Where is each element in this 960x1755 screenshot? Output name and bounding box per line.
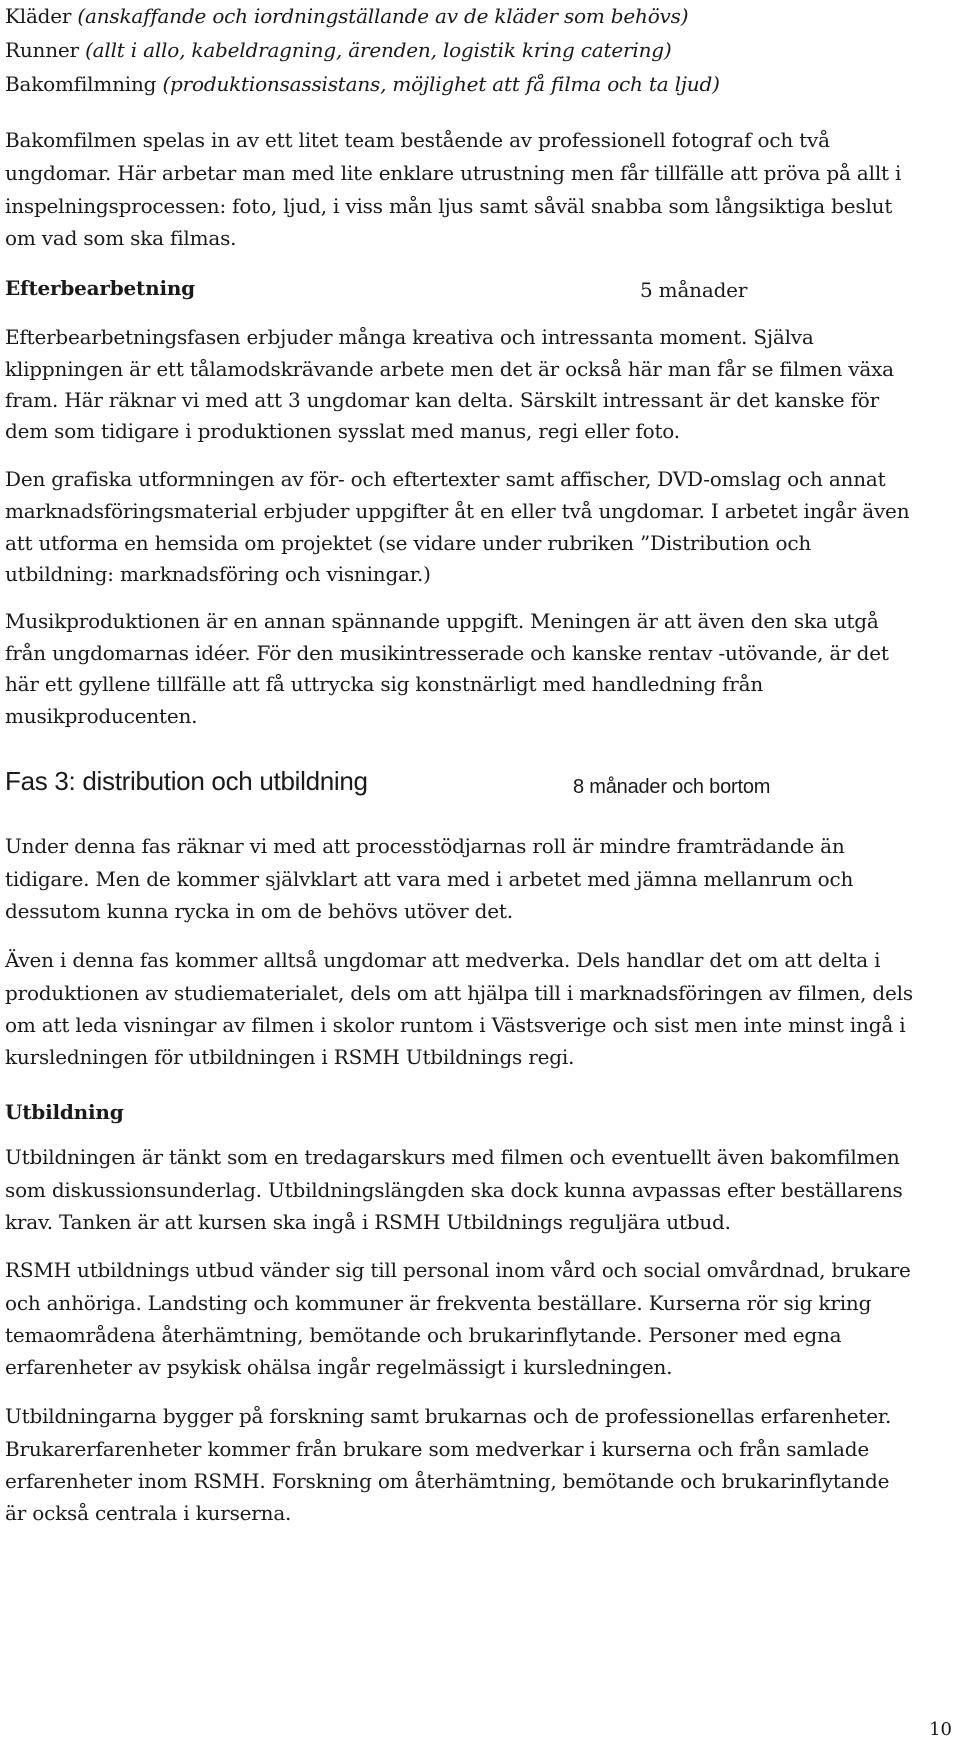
utbildning-p2-line: och anhöriga. Landsting och kommuner är frekventa beställare. Kurserna rör sig kring <box>5 1291 872 1315</box>
efterbearbetning-p1-line: dem som tidigare i produktionen sysslat med manus, regi eller foto. <box>5 419 680 443</box>
efterbearbetning-heading: Efterbearbetning <box>5 276 195 300</box>
efterbearbetning-duration: 5 månader <box>640 278 748 302</box>
efterbearbetning-p2-line: att utforma en hemsida om projektet (se vidare under rubriken ”Distribution och <box>5 531 811 555</box>
fas3-p2-line: om att leda visningar av filmen i skolor runtom i Västsverige och sist men inte minst ingå i <box>5 1013 906 1037</box>
efterbearbetning-p2-line: marknadsföringsmaterial erbjuder uppgifter åt en eller två ungdomar. I arbetet ingår även <box>5 499 910 523</box>
utbildning-p2-line: erfarenheter av psykisk ohälsa ingår regelmässigt i kursledningen. <box>5 1355 673 1379</box>
fas3-p1-line: dessutom kunna rycka in om de behövs utöver det. <box>5 899 513 923</box>
efterbearbetning-p1-line: klippningen är ett tålamodskrävande arbete men det är också här man får se filmen växa <box>5 357 894 381</box>
efterbearbetning-p3-line: Musikproduktionen är en annan spännande uppgift. Meningen är att även den ska utgå <box>5 609 879 633</box>
list-item-runner-detail: (allt i allo, kabeldragning, ärenden, logistik kring catering) <box>85 38 672 62</box>
fas3-p2-line: produktionen av studiematerialet, dels om att hjälpa till i marknadsföringen av filmen, dels <box>5 981 913 1005</box>
bakomfilm-line: om vad som ska filmas. <box>5 226 237 250</box>
efterbearbetning-p1-line: fram. Här räknar vi med att 3 ungdomar kan delta. Särskilt intressant är det kanske för <box>5 388 880 412</box>
list-item-bakomfilmning-detail: (produktionsassistans, möjlighet att få filma och ta ljud) <box>162 72 720 96</box>
bakomfilm-line: Bakomfilmen spelas in av ett litet team bestående av professionell fotograf och två <box>5 128 830 152</box>
fas3-heading: Fas 3: distribution och utbildning <box>5 766 368 796</box>
utbildning-p3-line: Brukarerfarenheter kommer från brukare som medverkar i kurserna och från samlade <box>5 1437 870 1461</box>
efterbearbetning-p2-line: Den grafiska utformningen av för- och eftertexter samt affischer, DVD-omslag och annat <box>5 467 886 491</box>
efterbearbetning-p2-line: utbildning: marknadsföring och visningar.) <box>5 562 431 586</box>
page-number: 10 <box>929 1719 952 1740</box>
utbildning-p3-line: erfarenheter inom RSMH. Forskning om återhämtning, bemötande och brukarinflytande <box>5 1469 890 1493</box>
fas3-p2-line: kursledningen för utbildningen i RSMH Utbildnings regi. <box>5 1045 575 1069</box>
efterbearbetning-p3-line: musikproducenten. <box>5 704 198 728</box>
utbildning-p1-line: Utbildningen är tänkt som en tredagarskurs med filmen och eventuellt även bakomfilmen <box>5 1145 900 1169</box>
list-item-runner: Runner (allt i allo, kabeldragning, ärenden, logistik kring catering) <box>5 38 672 62</box>
fas3-p1-line: tidigare. Men de kommer självklart att vara med i arbetet med jämna mellanrum och <box>5 867 854 891</box>
utbildning-p2-line: temaområdena återhämtning, bemötande och brukarinflytande. Personer med egna <box>5 1323 842 1347</box>
list-item-klader: Kläder (anskaffande och iordningställande av de kläder som behövs) <box>5 4 689 28</box>
bakomfilm-line: inspelningsprocessen: foto, ljud, i viss mån ljus samt såväl snabba som långsiktiga beslut <box>5 194 893 218</box>
utbildning-heading: Utbildning <box>5 1100 124 1124</box>
utbildning-p1-line: krav. Tanken är att kursen ska ingå i RSMH Utbildnings reguljära utbud. <box>5 1210 731 1234</box>
list-item-klader-detail: (anskaffande och iordningställande av de kläder som behövs) <box>77 4 689 28</box>
efterbearbetning-p3-line: från ungdomarnas idéer. För den musikintresserade och kanske rentav -utövande, är det <box>5 641 889 665</box>
utbildning-p1-line: som diskussionsunderlag. Utbildningslängden ska dock kunna avpassas efter beställarens <box>5 1178 903 1202</box>
utbildning-p3-line: är också centrala i kurserna. <box>5 1501 292 1525</box>
utbildning-p2-line: RSMH utbildnings utbud vänder sig till personal inom vård och social omvårdnad, brukare <box>5 1258 911 1282</box>
efterbearbetning-p3-line: här ett gyllene tillfälle att få uttrycka sig konstnärligt med handledning från <box>5 672 764 696</box>
fas3-p1-line: Under denna fas räknar vi med att processtödjarnas roll är mindre framträdande än <box>5 834 845 858</box>
utbildning-p3-line: Utbildningarna bygger på forskning samt brukarnas och de professionellas erfarenheter. <box>5 1404 892 1428</box>
bakomfilm-line: ungdomar. Här arbetar man med lite enklare utrustning men får tillfälle att pröva på allt i <box>5 161 902 185</box>
fas3-p2-line: Även i denna fas kommer alltså ungdomar att medverka. Dels handlar det om att delta i <box>5 948 881 972</box>
efterbearbetning-p1-line: Efterbearbetningsfasen erbjuder många kreativa och intressanta moment. Själva <box>5 325 814 349</box>
list-item-bakomfilmning: Bakomfilmning (produktionsassistans, möjlighet att få filma och ta ljud) <box>5 72 720 96</box>
fas3-duration: 8 månader och bortom <box>573 776 771 798</box>
